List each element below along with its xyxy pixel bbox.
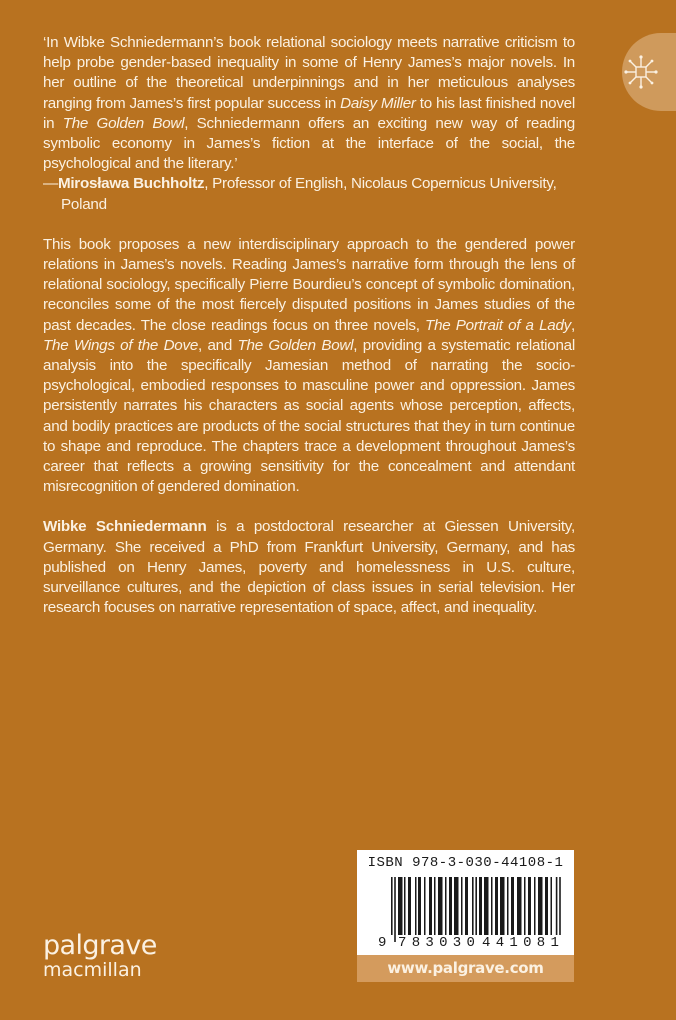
- isbn-barcode-block: [357, 850, 574, 982]
- description-text: ,: [571, 316, 575, 334]
- description-text: This book proposes a new interdisciplinary approach to the gendered power relations in James’s novels. Reading James’s narrative form through the lens of relational sociology, specifically Pierre Bourdieu’s concept of symbolic domination, reconciles some of the most fiercely disputed positions in James studies of the past decades. The close readings focus on three novels,: [43, 235, 575, 334]
- quote-title-golden-bowl: The Golden Bowl: [62, 114, 185, 132]
- quote-text: ‘In Wibke Schniedermann’s book relational sociology meets narrative criticism to help probe gender-based inequality in some of Henry James’s major novels. In her outline of the theoretical underpinnings and in her meticulous analyses ranging from James’s first popular success in: [43, 34, 575, 112]
- barcode-panel: [357, 850, 574, 955]
- author-bio-text: is a postdoctoral researcher at Giessen University, Germany. She received a PhD from Frankfurt University, Germany, and has published on Henry James, poverty and homelessness in U.S. culture, surveillance cultures, and the depiction of class issues in serial television. Her research focuses on narrative representation of space, affect, and inequality.: [43, 518, 575, 617]
- description-text: , and: [198, 336, 238, 354]
- isbn-digit-group: 783030: [398, 935, 481, 951]
- isbn-digit-group: 9: [378, 935, 392, 951]
- back-cover-text: [43, 33, 575, 618]
- publisher-logo: [43, 932, 157, 980]
- publisher-logo-line2: macmillan: [43, 959, 142, 981]
- attribution-dash: —: [43, 175, 58, 193]
- book-description: [43, 235, 575, 498]
- endorsement-quote: [43, 33, 575, 174]
- quote-title-daisy-miller: Daisy Miller: [340, 94, 416, 112]
- isbn-digit-group: 441081: [482, 935, 565, 951]
- endorsement-attribution: [43, 174, 575, 214]
- endorser-affiliation: , Professor of English, Nicolaus Copernicus University, Poland: [61, 175, 557, 213]
- barcode-icon: [391, 877, 561, 942]
- publisher-url: www.palgrave.com: [357, 955, 574, 982]
- publisher-logo-line1: palgrave: [43, 930, 157, 961]
- description-text: , providing a systematic relational analysis into the specifically Jamesian method of narrating the socio-psychological, embodied responses to masculine power and oppression. James persistently narrates his characters as social agents whose perception, affects, and bodily practices are products of the social structures that they in turn continue to shape and reproduce. The chapters trace a development throughout James’s career that reflects a growing sensitivity for the concealment and attendant misrecognition of gendered domination.: [43, 336, 576, 496]
- quote-text: , Schniedermann offers an exciting new way of reading symbolic economy in James’s fiction at the interface of the social, the psychological and the literary.’: [43, 114, 575, 173]
- quote-text: to his last finished novel in: [43, 94, 575, 132]
- author-bio: [43, 517, 575, 618]
- palgrave-emblem-icon: [624, 55, 658, 89]
- title-golden-bowl: The Golden Bowl: [237, 336, 354, 354]
- title-wings-of-the-dove: The Wings of the Dove: [43, 336, 199, 354]
- title-portrait-of-a-lady: The Portrait of a Lady: [425, 316, 572, 334]
- author-name: Wibke Schniedermann: [43, 518, 207, 536]
- endorser-name: Mirosława Buchholtz: [57, 175, 205, 193]
- isbn-label: ISBN 978-3-030-44108-1: [367, 855, 564, 871]
